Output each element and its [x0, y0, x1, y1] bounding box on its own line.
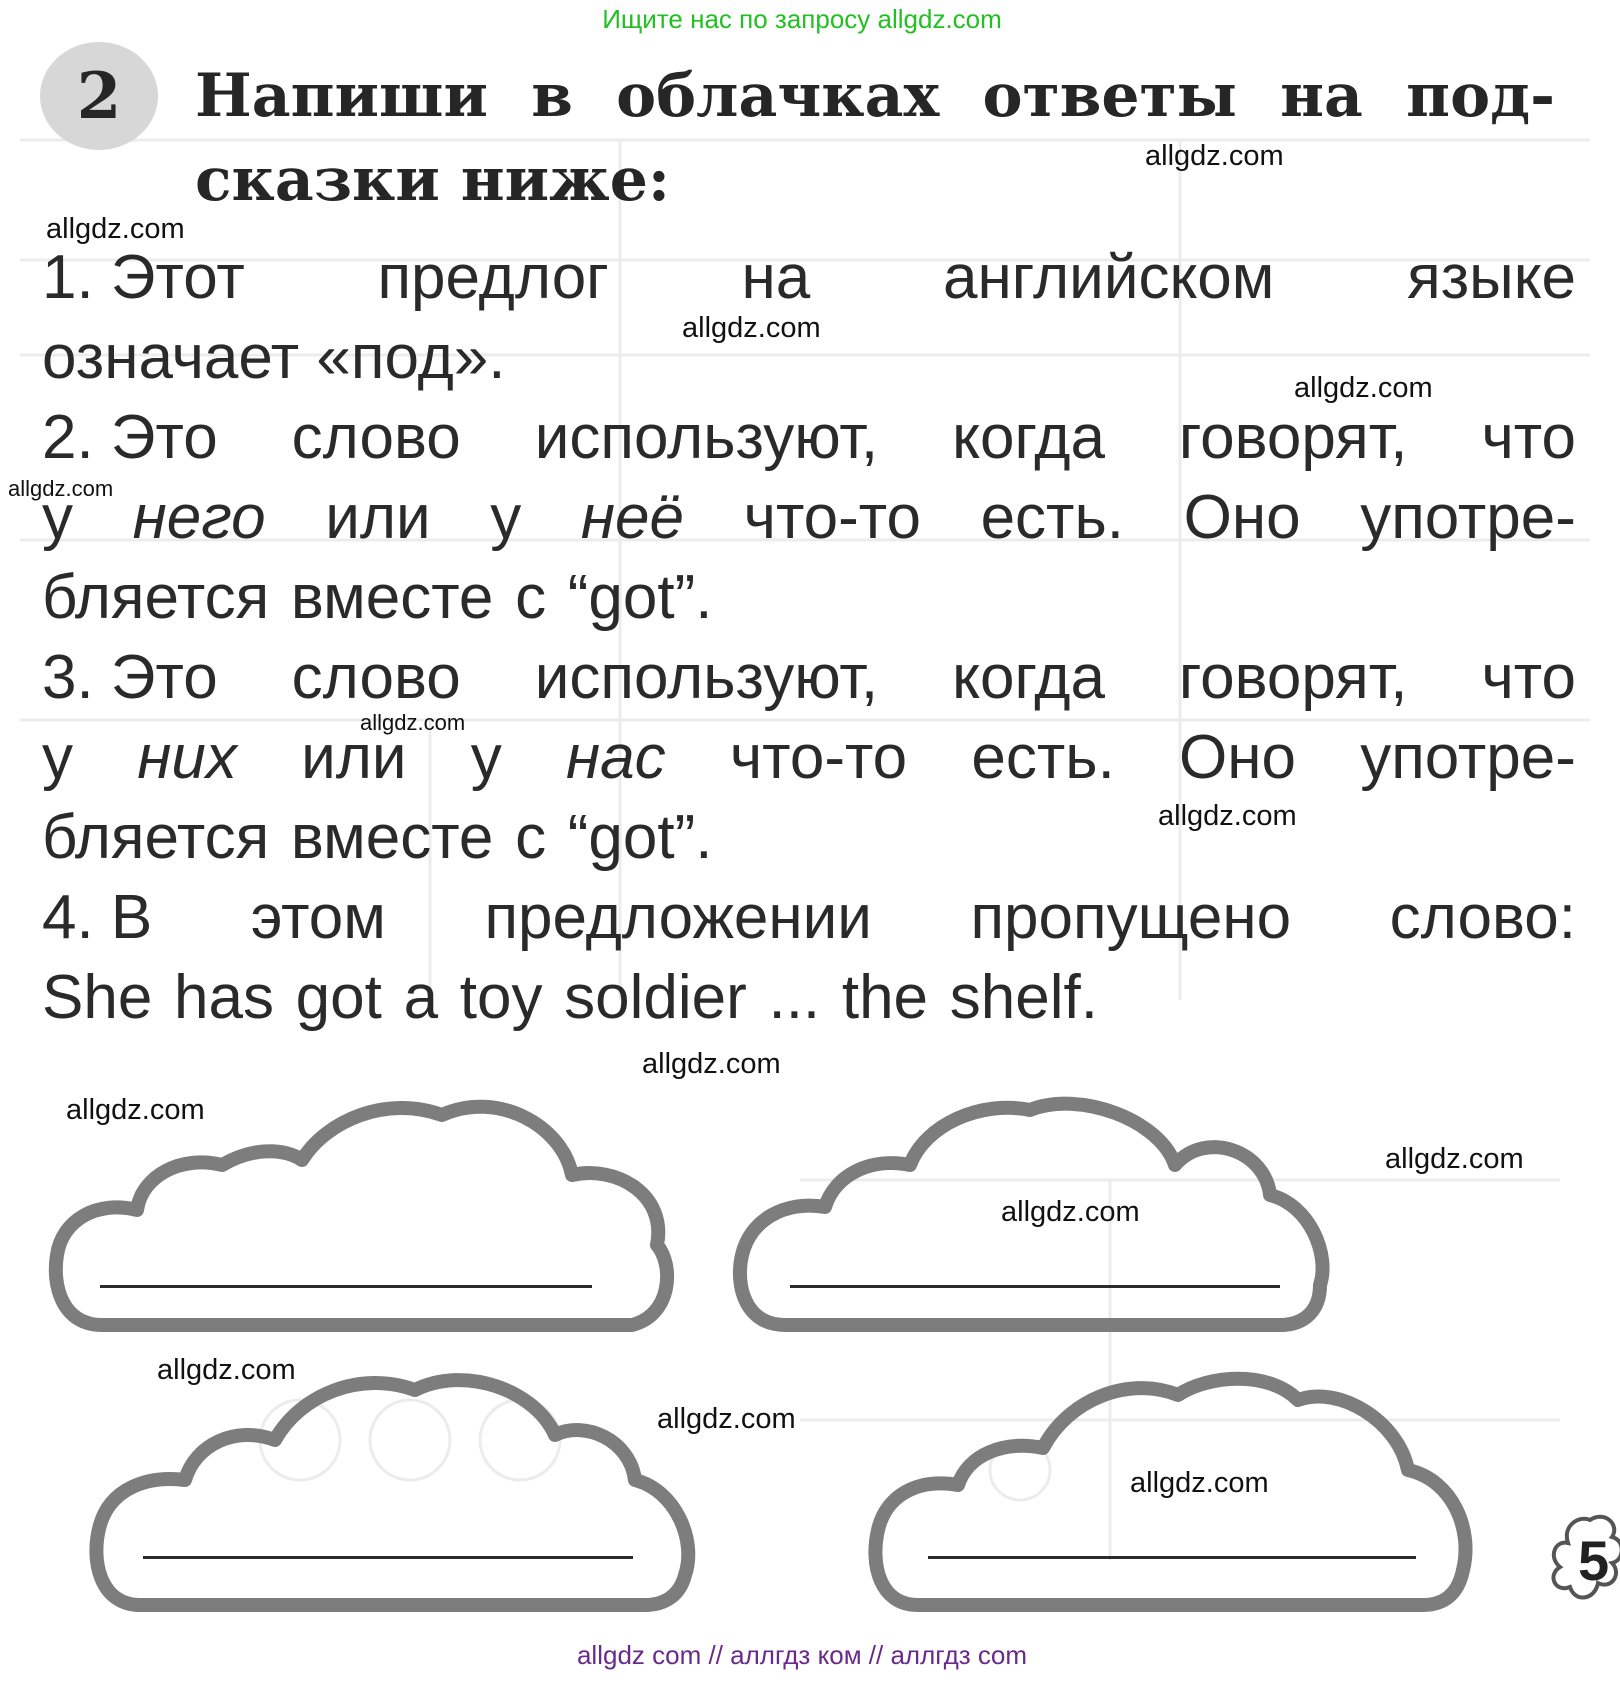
title-word: ответы [982, 61, 1237, 131]
clue-word: “got”. [567, 563, 713, 632]
clue-word: She [42, 963, 153, 1032]
clue-word: употре- [1360, 483, 1576, 552]
clue-word: 2. Это [42, 403, 218, 472]
cloud-outline [42, 1095, 682, 1330]
clue-word: ... [768, 963, 821, 1032]
answer-cloud-3[interactable] [85, 1370, 695, 1610]
watermark[interactable]: allgdz.com [157, 1354, 296, 1386]
italic-word: них [137, 723, 237, 792]
clue-line [42, 958, 1576, 1038]
clue-word: 3. Это [42, 643, 218, 712]
watermark[interactable]: allgdz.com [657, 1403, 796, 1435]
cloud-outline [85, 1370, 695, 1610]
clue-word: soldier [564, 963, 747, 1032]
clue-word: или [301, 723, 407, 792]
clue-word: что-то [729, 723, 908, 792]
clue-word: предложении [484, 883, 872, 952]
clue-word: shelf. [949, 963, 1098, 1032]
watermark[interactable]: allgdz.com [360, 710, 466, 735]
clue-word: что [1481, 403, 1576, 472]
clue-word: a [403, 963, 439, 1032]
clue-word: слово [291, 643, 461, 712]
clue-word: когда [952, 403, 1105, 472]
watermark[interactable]: allgdz.com [1130, 1467, 1269, 1499]
watermark[interactable]: allgdz.com [1158, 800, 1297, 832]
watermark[interactable]: allgdz.com [8, 476, 114, 501]
watermark[interactable]: allgdz.com [46, 213, 185, 245]
watermark[interactable]: allgdz.com [1385, 1143, 1524, 1175]
clue-word: этом [250, 883, 386, 952]
clue-word: говорят, [1178, 403, 1408, 472]
italic-word: него [132, 483, 266, 552]
page-number: 5 [1578, 1529, 1610, 1592]
clue-word: говорят, [1178, 643, 1408, 712]
clue-word: у [42, 483, 73, 552]
clue-word: у [490, 483, 522, 552]
clue-word: или [325, 483, 431, 552]
task-title-line-1 [195, 54, 1555, 138]
clue-line [42, 558, 1576, 638]
clue-word: 4. В [42, 883, 153, 952]
italic-word: нас [566, 723, 666, 792]
clue-line [42, 238, 1576, 318]
clue-word: используют, [534, 643, 879, 712]
watermark[interactable]: allgdz.com [66, 1094, 205, 1126]
clue-word: предлог [377, 243, 609, 312]
clue-line [42, 798, 1576, 878]
clue-word: языке [1407, 243, 1576, 312]
clue-word: вместе [290, 803, 494, 872]
clue-word: слово [291, 403, 461, 472]
watermark[interactable]: allgdz.com [682, 312, 821, 344]
watermark[interactable]: allgdz.com [642, 1048, 781, 1080]
top-banner[interactable]: Ищите нас по запросу allgdz.com [602, 4, 1002, 34]
clue-line [42, 638, 1576, 718]
clue-word: toy [459, 963, 543, 1032]
clue-word: английском [943, 243, 1275, 312]
answer-line[interactable] [790, 1285, 1280, 1288]
clue-word: пропущено [970, 883, 1292, 952]
clue-line [42, 398, 1576, 478]
answer-line[interactable] [143, 1556, 633, 1559]
clue-line [42, 878, 1576, 958]
clue-word: что-то [743, 483, 921, 552]
clue-word: Оно [1179, 723, 1296, 792]
clue-word: что [1481, 643, 1576, 712]
clue-word: означает «под». [42, 323, 506, 392]
clue-line [42, 718, 1576, 798]
clue-word: у [470, 723, 502, 792]
clue-word: когда [952, 643, 1105, 712]
answer-line[interactable] [928, 1556, 1416, 1559]
clue-word: есть. [980, 483, 1124, 552]
clue-word: употре- [1360, 723, 1576, 792]
watermark[interactable]: allgdz.com [1001, 1196, 1140, 1228]
clue-word: слово: [1389, 883, 1576, 952]
clue-word: Оно [1183, 483, 1301, 552]
clue-word: у [42, 723, 73, 792]
answer-line[interactable] [100, 1285, 592, 1288]
clue-word: has [174, 963, 274, 1032]
watermark[interactable]: allgdz.com [1145, 140, 1284, 172]
watermark[interactable]: allgdz.com [1294, 372, 1433, 404]
clue-word: “got”. [567, 803, 713, 872]
clue-word: вместе [290, 563, 494, 632]
clue-word: 1. Этот [42, 243, 245, 312]
title-word: под- [1406, 61, 1555, 131]
bottom-banner[interactable]: allgdz com // аллгдз ком // аллгдз com [576, 1640, 1028, 1670]
clue-word: с [515, 803, 547, 872]
clue-word: got [295, 963, 382, 1032]
clue-word: есть. [971, 723, 1115, 792]
clue-word: используют, [534, 403, 879, 472]
task-title [195, 54, 1555, 222]
clue-word: с [515, 563, 547, 632]
answer-cloud-1[interactable] [42, 1095, 682, 1330]
clue-word: бляется [42, 563, 270, 632]
italic-word: неё [580, 483, 685, 552]
exercise-number-badge: 2 [40, 42, 158, 150]
task-title-line-2: сказки ниже: [195, 145, 671, 215]
title-word: облачках [616, 61, 940, 131]
clue-list [42, 238, 1576, 1038]
clue-word: the [841, 963, 929, 1032]
clue-word: бляется [42, 803, 270, 872]
title-word: Напиши [195, 61, 488, 131]
title-word: на [1280, 61, 1363, 131]
clue-word: на [741, 243, 811, 312]
clue-line [42, 478, 1576, 558]
title-word: в [531, 61, 573, 131]
